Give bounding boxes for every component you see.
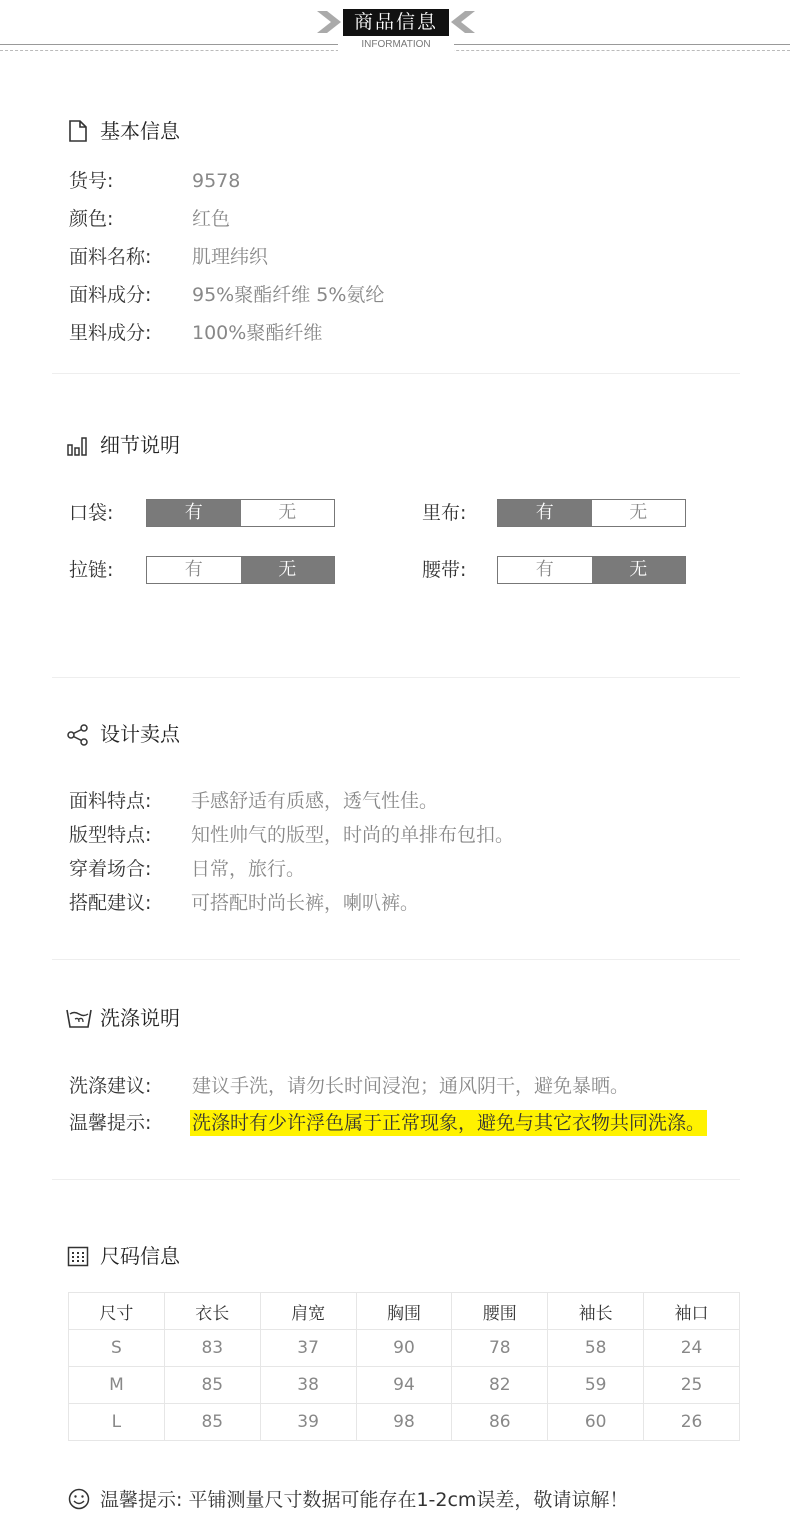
table-cell: 94 [356, 1367, 452, 1404]
smiley-icon [68, 1488, 90, 1510]
section-title-wash: 洗涤说明 [100, 1006, 180, 1030]
option-no[interactable]: 无 [629, 502, 648, 523]
table-header-cell: 腰围 [452, 1293, 548, 1330]
chevron-right-icon [451, 11, 475, 33]
table-cell: 83 [164, 1330, 260, 1367]
table-cell: 90 [356, 1330, 452, 1367]
table-row [69, 1330, 740, 1367]
table-header-cell: 衣长 [164, 1293, 260, 1330]
calendar-icon [67, 1245, 89, 1267]
basic-value: 红色 [192, 208, 231, 230]
divider [52, 1179, 740, 1180]
design-value: 可搭配时尚长裤，喇叭裤。 [191, 892, 420, 914]
basic-value: 9578 [192, 170, 241, 192]
divider [52, 677, 740, 678]
table-cell: 82 [452, 1367, 548, 1404]
table-cell: 37 [260, 1330, 356, 1367]
table-cell: 58 [548, 1330, 644, 1367]
table-header-cell: 尺寸 [69, 1293, 165, 1330]
basic-label: 货号: [69, 170, 114, 192]
section-title-detail: 细节说明 [100, 433, 180, 457]
table-row [69, 1367, 740, 1404]
size-table [68, 1292, 740, 1441]
design-label: 穿着场合: [69, 858, 152, 880]
table-header-cell: 袖长 [548, 1293, 644, 1330]
table-cell: 59 [548, 1367, 644, 1404]
section-title-design: 设计卖点 [100, 722, 180, 746]
tip-highlight: 洗涤时有少许浮色属于正常现象，避免与其它衣物共同洗涤。 [192, 1112, 706, 1134]
table-cell: L [69, 1404, 165, 1441]
basic-label: 面料名称: [69, 246, 152, 268]
table-cell: 25 [644, 1367, 740, 1404]
table-cell: 24 [644, 1330, 740, 1367]
document-icon [67, 120, 89, 142]
wash-label: 洗涤建议: [69, 1075, 152, 1097]
divider [52, 373, 740, 374]
bar-chart-icon [67, 435, 89, 457]
option-toggle[interactable] [497, 556, 686, 584]
option-label: 腰带: [422, 559, 467, 581]
option-no[interactable]: 无 [241, 557, 335, 583]
table-cell: 86 [452, 1404, 548, 1441]
option-yes[interactable]: 有 [147, 500, 241, 526]
basic-value: 100%聚酯纤维 [192, 322, 323, 344]
design-value: 日常，旅行。 [191, 858, 306, 880]
option-yes[interactable]: 有 [535, 559, 554, 580]
option-label: 拉链: [69, 559, 114, 581]
basic-label: 颜色: [69, 208, 114, 230]
table-cell: S [69, 1330, 165, 1367]
table-cell: 78 [452, 1330, 548, 1367]
divider [52, 959, 740, 960]
basic-value: 95%聚酯纤维 5%氨纶 [192, 284, 385, 306]
section-title-basic: 基本信息 [100, 119, 180, 143]
basic-label: 面料成分: [69, 284, 152, 306]
size-table-header [69, 1293, 740, 1330]
option-toggle[interactable] [497, 499, 686, 527]
wash-value: 建议手洗，请勿长时间浸泡；通风阴干，避免暴晒。 [192, 1075, 630, 1097]
table-header-cell: 肩宽 [260, 1293, 356, 1330]
table-cell: 38 [260, 1367, 356, 1404]
table-cell: M [69, 1367, 165, 1404]
wash-basin-icon [66, 1007, 92, 1029]
table-header-cell: 袖口 [644, 1293, 740, 1330]
table-cell: 85 [164, 1404, 260, 1441]
table-cell: 60 [548, 1404, 644, 1441]
option-label: 口袋: [69, 502, 114, 524]
banner-title: 商品信息 [343, 9, 449, 36]
design-value: 手感舒适有质感，透气性佳。 [191, 790, 439, 812]
basic-label: 里料成分: [69, 322, 152, 344]
section-title-size: 尺码信息 [100, 1244, 180, 1268]
design-label: 面料特点: [69, 790, 152, 812]
table-header-cell: 胸围 [356, 1293, 452, 1330]
basic-value: 肌理纬织 [192, 246, 269, 268]
table-cell: 26 [644, 1404, 740, 1441]
design-value: 知性帅气的版型，时尚的单排布包扣。 [191, 824, 515, 846]
option-yes[interactable]: 有 [184, 559, 203, 580]
share-icon [67, 724, 89, 746]
tip-label: 温馨提示: [69, 1112, 152, 1134]
table-cell: 39 [260, 1404, 356, 1441]
table-cell: 98 [356, 1404, 452, 1441]
option-label: 里布: [422, 502, 467, 524]
table-row [69, 1404, 740, 1441]
option-yes[interactable]: 有 [498, 500, 592, 526]
table-cell: 85 [164, 1367, 260, 1404]
design-label: 搭配建议: [69, 892, 152, 914]
chevron-left-icon [317, 11, 341, 33]
footer-note: 温馨提示: 平铺测量尺寸数据可能存在1-2cm误差，敬请谅解！ [100, 1489, 629, 1511]
option-no[interactable]: 无 [278, 502, 297, 523]
design-label: 版型特点: [69, 824, 152, 846]
banner-subtitle: INFORMATION [338, 38, 454, 52]
option-toggle[interactable] [146, 556, 335, 584]
option-no[interactable]: 无 [592, 557, 686, 583]
option-toggle[interactable] [146, 499, 335, 527]
